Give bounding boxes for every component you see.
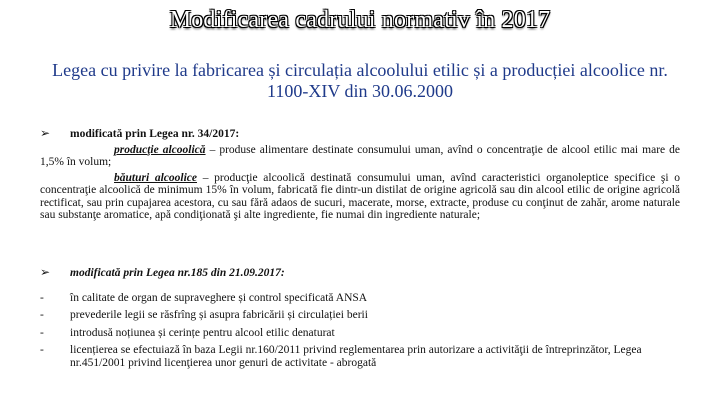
slide-title: Modificarea cadrului normativ în 2017 (169, 7, 551, 33)
list-item (40, 344, 680, 369)
list-item (40, 327, 680, 340)
dash-bullet-icon: - (40, 309, 44, 321)
section-heading-row (40, 128, 680, 141)
title-bar (0, 0, 720, 40)
slide-subtitle: Legea cu privire la fabricarea și circulația alcoolului etilic și a producției alcoolice nr. 1100-XIV din 30.06.2000 (52, 60, 668, 101)
arrow-bullet-icon: ➢ (40, 126, 51, 140)
section-heading: modificată prin Legea nr. 34/2017: (70, 128, 240, 140)
dash-bullet-icon: - (40, 291, 44, 304)
definition-alcoholic-beverages (40, 172, 680, 222)
list-item-text: prevederile legii se răsfrîng și asupra fabricării și circulației berii (70, 309, 368, 321)
definition-text: – producţie alcoolică destinată consumului uman, avînd caracteristici organoleptice specifice şi o concentraţie alcoolică de minimum 15% în volum, fabricată fie dintr-un distilat de origine agricolă sau din alcool etilic de origine agricolă rectificat, sau prin cupajarea acestora, cu sau fără adaos de sucuri, macerate, morse, extracte, produse cu conţinut de zahăr, arome naturale sau substanţe aromatice, apă condiţionată şi alte ingrediente, fie numai din ingrediente naturale; (40, 171, 680, 221)
amendments-list (40, 292, 680, 370)
definition-term: producţie alcoolică (114, 143, 206, 156)
section-law-34-2017 (40, 128, 680, 225)
dash-bullet-icon: - (40, 326, 44, 339)
definition-term: băuturi alcoolice (114, 171, 198, 184)
list-item (40, 292, 680, 305)
list-item-text: introdusă noțiunea și cerințe pentru alcool etilic denaturat (70, 326, 335, 339)
list-item (40, 309, 680, 322)
section-heading: modificată prin Legea nr.185 din 21.09.2017: (70, 267, 285, 279)
arrow-bullet-icon: ➢ (40, 265, 51, 279)
definition-alcoholic-production (40, 144, 680, 169)
dash-bullet-icon: - (40, 344, 44, 356)
definition-text: – produse alimentare destinate consumului uman, avînd o concentraţie de alcool etilic mai mare de 1,5% în volum; (40, 143, 680, 168)
section-law-185-2017 (40, 267, 680, 374)
section-heading-row (40, 267, 680, 280)
list-item-text: licențierea se efectuiază în baza Legii nr.160/2011 privind reglementarea prin autorizare a activităţii de întreprinzător, Legea nr.451/2001 privind licenţierea unor genuri de activitate - abrogată (70, 344, 642, 369)
list-item-text: în calitate de organ de supraveghere și control specificată ANSA (70, 291, 368, 304)
